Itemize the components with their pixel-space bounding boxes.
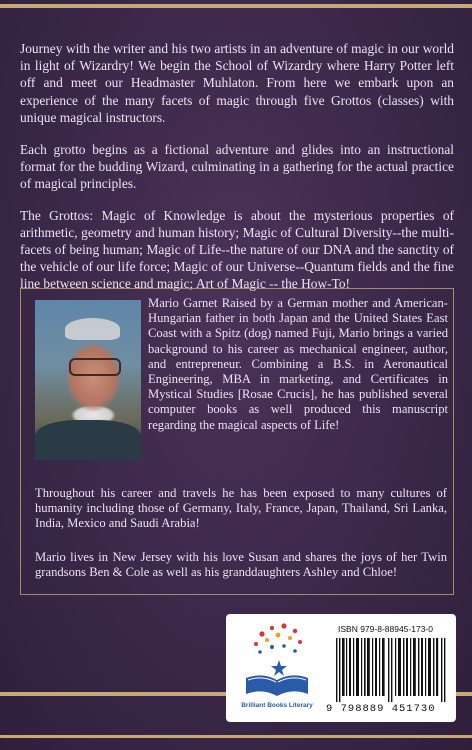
author-bio-intro: Mario Garnet Raised by a German mother and American-Hungarian father in both Japan and the United States East Coast with a Spitz (dog) named Fuji, Mario brings a varied background to his career as mechanical engineer, author, and entrepreneur. Combining a B.S. in Aeronautical Engineering, MBA in marketing, and Certificates in Mystical Studies [Rosae Crucis], he has published several computer books as well produced this manuscript regarding the magical aspects of Life!: [148, 296, 448, 432]
blurb-paragraph-2: Each grotto begins as a fictional adventure and glides into an instructional format for the budding Wizard, culminating in a gathering for the actual practice of magical principles.: [20, 141, 454, 191]
publisher-logo: [232, 620, 322, 720]
author-photo: [35, 300, 141, 460]
bottom-gold-band-lower: [0, 735, 472, 738]
top-gold-band: [0, 4, 472, 8]
publisher-name: Brilliant Books Literary: [241, 702, 313, 709]
isbn-number: ISBN 979-8-88945-173-0: [338, 624, 433, 634]
book-blurb: [20, 40, 454, 307]
open-book-stars-icon: [232, 620, 322, 702]
blurb-paragraph-1: Journey with the writer and his two artists in an adventure of magic in our world in light of Wizardry! We begin the School of Wizardry where Harry Potter left off and meet our Headmaster Muhlaton. From here we embark upon an experience of the many facets of magic through five Grottos (classes) with unique magical instructors.: [20, 41, 454, 125]
blurb-paragraph-3: The Grottos: Magic of Knowledge is about the mysterious properties of arithmetic, geometry and human history; Magic of Cultural Diversity--the multi-facets of being human; Magic of Life--the nature of our DNA and the sanctity of the vehicle of our life force; Magic of our Universe--Quantum fields and the fine line between science and magic; Art of Magic -- the How-To!: [20, 207, 454, 292]
barcode-icon: [336, 638, 448, 702]
barcode-digits: 9 798889 451730: [326, 703, 436, 715]
author-bio-family: Mario lives in New Jersey with his love Susan and shares the joys of her Twin grandsons Ben & Cole as well as his granddaughters Ashley and Chloe!: [35, 550, 447, 580]
author-bio-travels: Throughout his career and travels he has been exposed to many cultures of humanity including those of Germany, Italy, France, Japan, Thailand, Sri Lanka, India, Mexico and Saudi Arabia!: [35, 486, 447, 531]
